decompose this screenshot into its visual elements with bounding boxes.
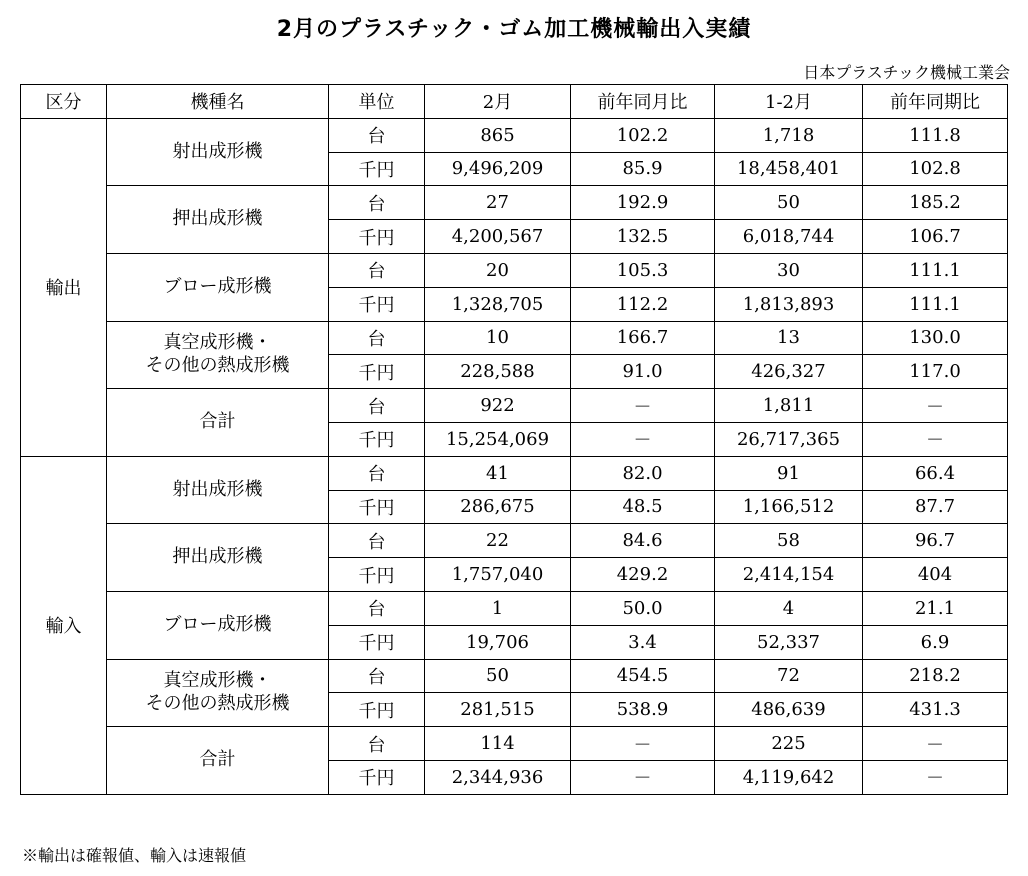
value-ytd-yoy: － [863, 760, 1008, 794]
value-ytd-yoy: 66.4 [863, 456, 1008, 490]
value-ytd-yoy: 102.8 [863, 152, 1008, 186]
footnote: ※輸出は確報値、輸入は速報値 [22, 846, 247, 865]
value-month-yoy: 82.0 [571, 456, 715, 490]
value-ytd: 26,717,365 [715, 422, 863, 456]
value-ytd-yoy: 21.1 [863, 591, 1008, 625]
value-ytd-yoy: 87.7 [863, 490, 1008, 524]
machine-name [107, 253, 329, 321]
table-row [21, 321, 1008, 355]
value-ytd: 18,458,401 [715, 152, 863, 186]
unit-cell: 千円 [329, 422, 425, 456]
machine-name-line: 射出成形機 [172, 478, 263, 500]
machine-name [107, 659, 329, 727]
value-ytd-yoy: 404 [863, 558, 1008, 592]
value-ytd-yoy: － [863, 727, 1008, 761]
table-row [21, 186, 1008, 220]
value-month: 922 [425, 389, 571, 423]
value-month-yoy: － [571, 422, 715, 456]
value-month: 10 [425, 321, 571, 355]
value-ytd: 50 [715, 186, 863, 220]
unit-cell: 千円 [329, 220, 425, 254]
unit-cell: 千円 [329, 490, 425, 524]
value-month-yoy: － [571, 760, 715, 794]
value-month-yoy: 3.4 [571, 625, 715, 659]
value-month-yoy: 85.9 [571, 152, 715, 186]
value-ytd-yoy: 185.2 [863, 186, 1008, 220]
machine-name-line: 押出成形機 [172, 546, 263, 568]
unit-cell: 台 [329, 524, 425, 558]
header-category: 区分 [21, 85, 107, 119]
value-ytd-yoy: － [863, 422, 1008, 456]
value-ytd-yoy: － [863, 389, 1008, 423]
machine-name [107, 186, 329, 254]
value-month: 865 [425, 118, 571, 152]
unit-cell: 千円 [329, 558, 425, 592]
value-ytd: 13 [715, 321, 863, 355]
table-row [21, 659, 1008, 693]
value-ytd: 225 [715, 727, 863, 761]
value-month: 281,515 [425, 693, 571, 727]
value-ytd-yoy: 111.1 [863, 253, 1008, 287]
machine-name-line: 合計 [199, 411, 236, 433]
unit-cell: 台 [329, 456, 425, 490]
table-row [21, 253, 1008, 287]
unit-cell: 台 [329, 321, 425, 355]
trade-table [20, 84, 1008, 795]
machine-name [107, 321, 329, 389]
value-month: 4,200,567 [425, 220, 571, 254]
header-ytd: 1-2月 [715, 85, 863, 119]
unit-cell: 台 [329, 389, 425, 423]
value-month: 20 [425, 253, 571, 287]
value-ytd-yoy: 106.7 [863, 220, 1008, 254]
value-ytd: 58 [715, 524, 863, 558]
value-month: 19,706 [425, 625, 571, 659]
unit-cell: 台 [329, 253, 425, 287]
value-month-yoy: 91.0 [571, 355, 715, 389]
value-ytd: 2,414,154 [715, 558, 863, 592]
machine-name-line: 射出成形機 [172, 140, 263, 162]
value-month-yoy: 102.2 [571, 118, 715, 152]
value-month-yoy: 429.2 [571, 558, 715, 592]
header-ytd-yoy: 前年同期比 [863, 85, 1008, 119]
value-month-yoy: 192.9 [571, 186, 715, 220]
table-row [21, 727, 1008, 761]
header-machine: 機種名 [107, 85, 329, 119]
value-month: 15,254,069 [425, 422, 571, 456]
value-month: 1,328,705 [425, 287, 571, 321]
unit-cell: 台 [329, 659, 425, 693]
value-month: 286,675 [425, 490, 571, 524]
unit-cell: 台 [329, 591, 425, 625]
machine-name-line: ブロー成形機 [163, 276, 272, 298]
unit-cell: 千円 [329, 355, 425, 389]
value-month-yoy: 454.5 [571, 659, 715, 693]
value-ytd-yoy: 117.0 [863, 355, 1008, 389]
value-month: 9,496,209 [425, 152, 571, 186]
value-month: 114 [425, 727, 571, 761]
value-ytd: 1,718 [715, 118, 863, 152]
value-ytd: 6,018,744 [715, 220, 863, 254]
unit-cell: 台 [329, 186, 425, 220]
unit-cell: 千円 [329, 625, 425, 659]
machine-name-line: 押出成形機 [172, 208, 263, 230]
value-ytd-yoy: 130.0 [863, 321, 1008, 355]
value-month: 1 [425, 591, 571, 625]
value-month-yoy: 538.9 [571, 693, 715, 727]
value-ytd-yoy: 218.2 [863, 659, 1008, 693]
header-unit: 単位 [329, 85, 425, 119]
value-ytd: 1,813,893 [715, 287, 863, 321]
table-row [21, 389, 1008, 423]
value-month-yoy: 166.7 [571, 321, 715, 355]
value-month: 22 [425, 524, 571, 558]
header-month-yoy: 前年同月比 [571, 85, 715, 119]
value-ytd: 486,639 [715, 693, 863, 727]
value-month-yoy: － [571, 727, 715, 761]
machine-name [107, 591, 329, 659]
report-title: 2月のプラスチック・ゴム加工機械輸出入実績 [276, 17, 752, 42]
value-month: 41 [425, 456, 571, 490]
value-ytd-yoy: 96.7 [863, 524, 1008, 558]
value-ytd-yoy: 6.9 [863, 625, 1008, 659]
value-month-yoy: 112.2 [571, 287, 715, 321]
value-ytd-yoy: 431.3 [863, 693, 1008, 727]
value-ytd: 72 [715, 659, 863, 693]
section-label: 輸出 [21, 118, 107, 456]
value-month-yoy: 48.5 [571, 490, 715, 524]
value-month: 27 [425, 186, 571, 220]
value-ytd: 4 [715, 591, 863, 625]
source-label: 日本プラスチック機械工業会 [803, 63, 1010, 82]
value-ytd: 1,811 [715, 389, 863, 423]
table-row [21, 524, 1008, 558]
value-ytd: 1,166,512 [715, 490, 863, 524]
table-row [21, 456, 1008, 490]
unit-cell: 千円 [329, 693, 425, 727]
machine-name [107, 118, 329, 186]
machine-name [107, 524, 329, 592]
value-month: 228,588 [425, 355, 571, 389]
machine-name-line: その他の熱成形機 [145, 354, 290, 376]
machine-name [107, 456, 329, 524]
value-month-yoy: － [571, 389, 715, 423]
section-label: 輸入 [21, 456, 107, 794]
value-ytd: 4,119,642 [715, 760, 863, 794]
value-ytd: 30 [715, 253, 863, 287]
value-ytd: 426,327 [715, 355, 863, 389]
value-month: 50 [425, 659, 571, 693]
value-ytd: 91 [715, 456, 863, 490]
machine-name-line: 合計 [199, 749, 236, 771]
table-row [21, 591, 1008, 625]
machine-name-line: 真空成形機・ [163, 332, 272, 354]
machine-name [107, 389, 329, 457]
machine-name-line: ブロー成形機 [163, 614, 272, 635]
unit-cell: 千円 [329, 287, 425, 321]
value-month-yoy: 50.0 [571, 591, 715, 625]
machine-name-line: 真空成形機・ [163, 670, 272, 692]
value-month-yoy: 84.6 [571, 524, 715, 558]
value-ytd: 52,337 [715, 625, 863, 659]
header-month: 2月 [425, 85, 571, 119]
unit-cell: 台 [329, 727, 425, 761]
value-month-yoy: 105.3 [571, 253, 715, 287]
value-ytd-yoy: 111.1 [863, 287, 1008, 321]
machine-name [107, 727, 329, 795]
table-body [21, 118, 1008, 794]
value-month-yoy: 132.5 [571, 220, 715, 254]
table-row [21, 118, 1008, 152]
value-month: 2,344,936 [425, 760, 571, 794]
unit-cell: 千円 [329, 760, 425, 794]
value-month: 1,757,040 [425, 558, 571, 592]
machine-name-line: その他の熱成形機 [145, 692, 290, 714]
header-row [21, 85, 1008, 119]
unit-cell: 台 [329, 118, 425, 152]
unit-cell: 千円 [329, 152, 425, 186]
value-ytd-yoy: 111.8 [863, 118, 1008, 152]
